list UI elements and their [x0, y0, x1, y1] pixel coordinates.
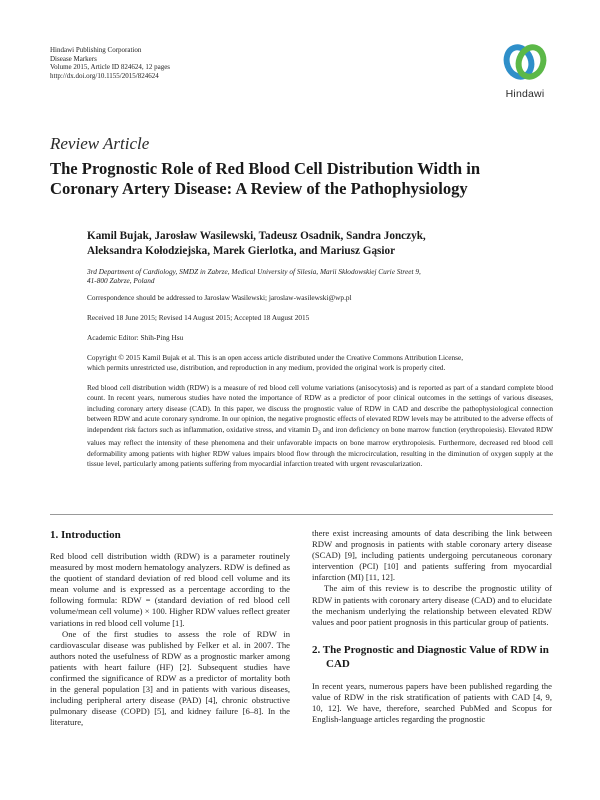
hindawi-logo-icon [502, 38, 548, 86]
body-paragraph: The aim of this review is to describe the prognostic utility of RDW in patients with coronary artery disease (CAD) and to elucidate the mechanism underlying the relationship between elevated RDW values and poor patient prognosis in this particular group of patients. [312, 583, 552, 627]
body-column-left [50, 528, 290, 729]
article-title: The Prognostic Role of Red Blood Cell Distribution Width in Coronary Artery Disease: A Review of the Pathophysiology [50, 159, 481, 198]
correspondence: Correspondence should be addressed to Jarosław Wasilewski; jaroslaw-wasilewski@wp.pl [87, 293, 352, 302]
affiliation-line: 41-800 Zabrze, Poland [87, 276, 155, 286]
author-line: Kamil Bujak, Jarosław Wasilewski, Tadeusz Osadnik, Sandra Jonczyk, [87, 230, 426, 242]
article-type: Review Article [50, 134, 150, 153]
copyright-line: which permits unrestricted use, distribution, and reproduction in any medium, provided the original work is properly cited. [87, 363, 446, 373]
journal-metadata [50, 46, 170, 80]
subscript: 3 [317, 430, 321, 437]
volume-info: Volume 2015, Article ID 824624, 12 pages [50, 63, 171, 72]
section-heading: 2. The Prognostic and Diagnostic Value of RDW in CAD [312, 643, 549, 670]
body-paragraph: Red blood cell distribution width (RDW) is a parameter routinely measured by most modern hematology analyzers. RDW is defined as the quotient of standard deviation of red blood cell volume and its mean volume and is expressed as a percentage according to the following formula: RDW = (standard deviation of red blood cell volume/mean cell volume) × 100. Higher RDW values reflect greater variations in red blood cell volume [1]. [50, 551, 290, 628]
logo-wordmark: Hindawi [505, 88, 545, 100]
publication-dates: Received 18 June 2015; Revised 14 August 2015; Accepted 18 August 2015 [87, 313, 310, 322]
body-paragraph: One of the first studies to assess the role of RDW in cardiovascular disease was published by Felker et al. in 2007. The authors noted the usefulness of RDW as a prognostic marker among patients with heart failure (HF) [2]. Subsequent studies have confirmed the significance of RDW as a predictor of mortality both in the general population [3] and in patients with various diseases, including peripheral artery disease (PAD) [4], chronic obstructive pulmonary disease (COPD) [5], and kidney failure [6–8]. In the literature, [50, 628, 290, 728]
publisher-name: Hindawi Publishing Corporation [50, 46, 142, 54]
copyright-notice [87, 353, 553, 374]
affiliation [87, 267, 553, 286]
affiliation-line: 3rd Department of Cardiology, SMDZ in Zabrze, Medical University of Silesia, Marii Skłodowskiej Curie Street 9, [87, 267, 421, 276]
body-column-right [312, 528, 552, 725]
author-line: Aleksandra Kołodziejska, Marek Gierlotka, and Mariusz Gąsior [87, 245, 396, 257]
abstract [87, 383, 553, 470]
abstract-text: and iron deficiency on bone marrow function (erythropoiesis). Elevated RDW values may reflect the intensity of these phenomena and their unfavorable impacts on bone marrow erythropoiesis. Furthermore, decreased red blood cell deformability among patients with higher RDW values impairs blood flow through the microcirculation, resulting in the diminution of oxygen supply at the tissue level, particularly among patients suffering from myocardial infarction treated with urgent revascularization. [87, 424, 553, 469]
doi-link[interactable]: http://dx.doi.org/10.1155/2015/824624 [50, 71, 159, 80]
body-paragraph: In recent years, numerous papers have been published regarding the value of RDW in the risk stratification of patients with CAD [4, 9, 10, 12]. We have, therefore, searched PubMed and Scopus for English-language articles regarding the prognostic [312, 680, 552, 725]
body-paragraph: there exist increasing amounts of data describing the link between RDW and prognosis in patients with stable coronary artery disease (SCAD) [9], including patients undergoing percutaneous coronary intervention (PCI) [10] and patients suffering from myocardial infarction (MI) [11, 12]. [312, 528, 552, 583]
academic-editor: Academic Editor: Shih-Ping Hsu [87, 333, 184, 342]
section-heading: 1. Introduction [50, 529, 121, 541]
section-divider [50, 514, 553, 515]
abstract-text: Red blood cell distribution width (RDW) is a measure of red blood cell volume variations (anisocytosis) and is reported as part of a standard complete blood count. In recent years, numerous studies have noted the importance of RDW as a predictor of poor clinical outcomes in the settings of various diseases, including coronary artery disease (CAD). In this paper, we discuss the prognostic value of RDW in CAD and describe the pathophysiological connection between RDW and acute coronary syndrome. In our opinion, the negative prognostic effects of elevated RDW levels may be attributed to the adverse effects of independent risk factors such as inflammation, oxidative stress, and vitamin D [87, 383, 553, 434]
hindawi-logo [496, 38, 554, 104]
author-list [87, 229, 553, 259]
journal-name: Disease Markers [50, 54, 97, 63]
copyright-line: Copyright © 2015 Kamil Bujak et al. This is an open access article distributed under the Creative Commons Attribution License, [87, 353, 464, 362]
